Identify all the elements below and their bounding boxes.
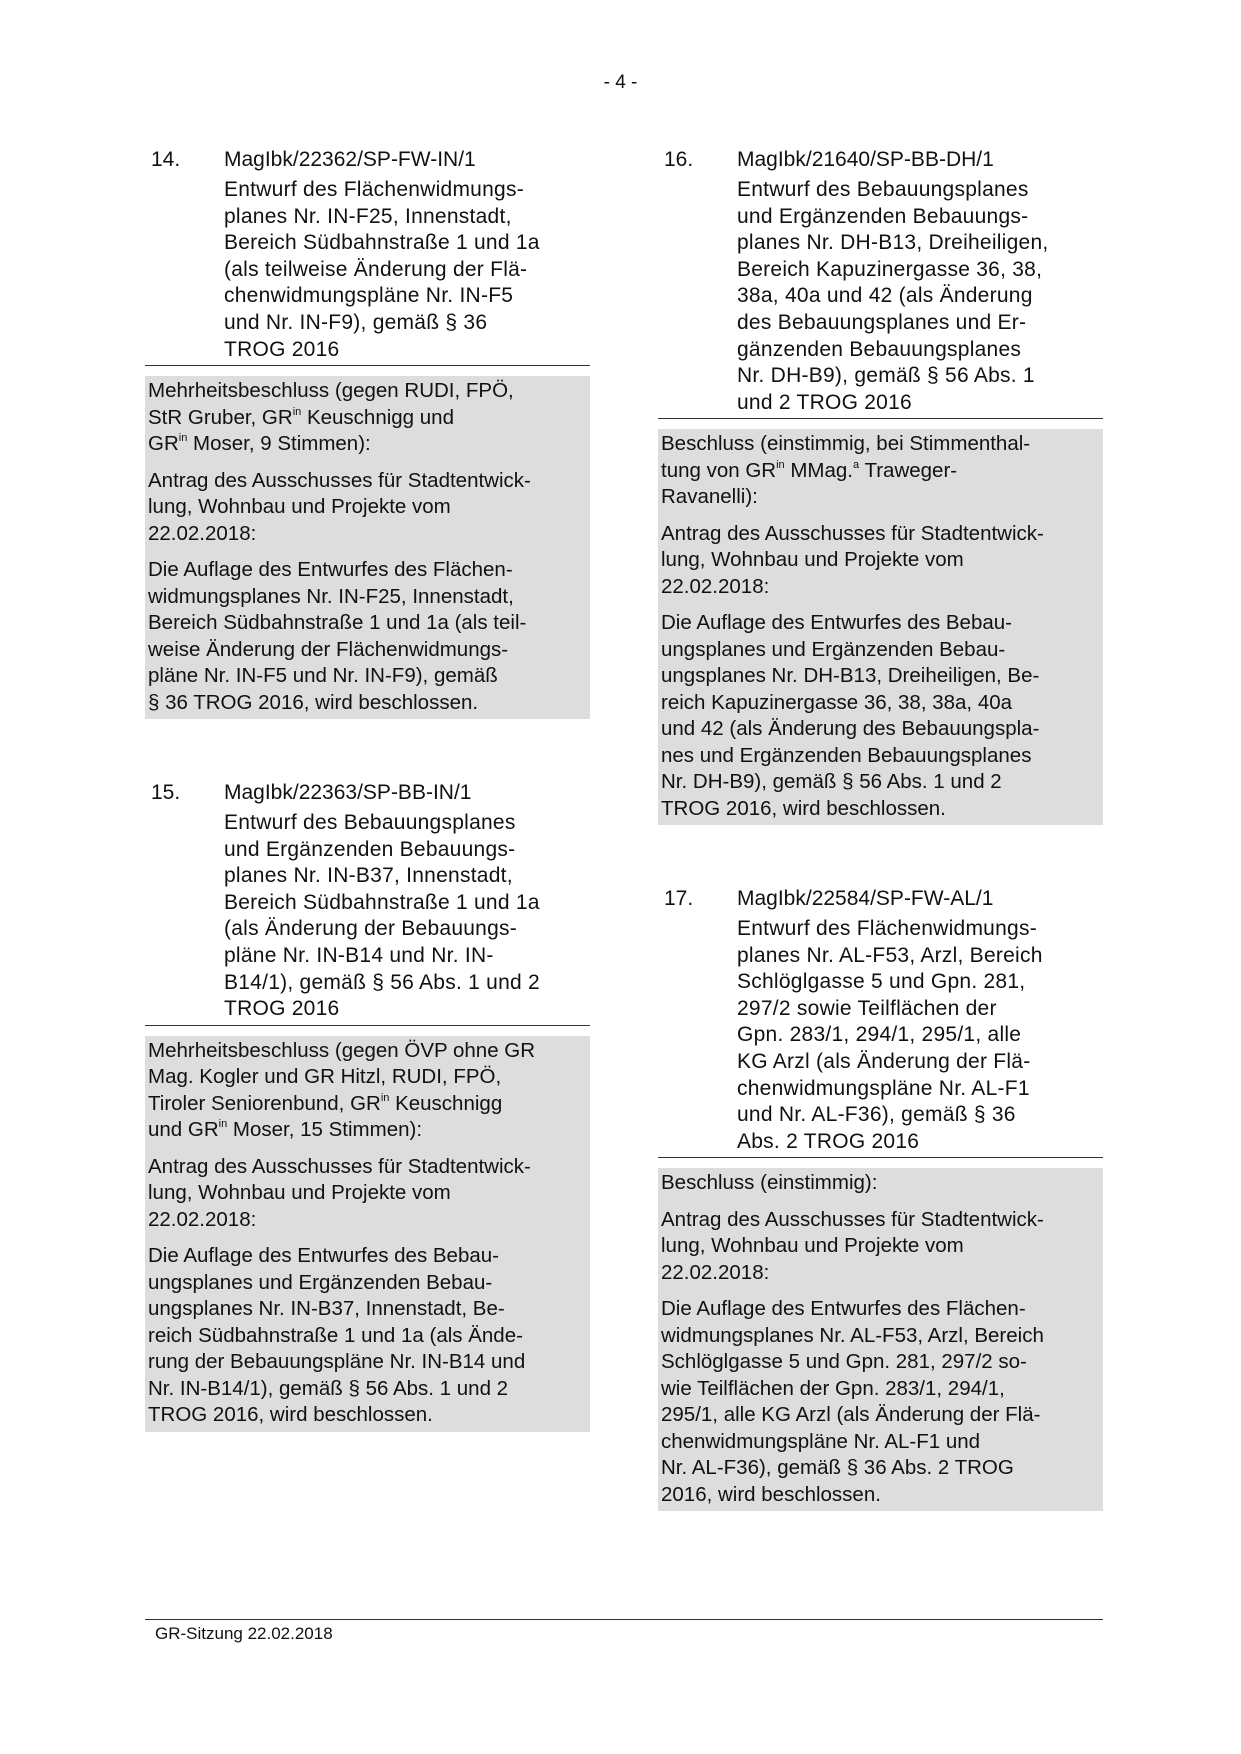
- item-divider: [145, 365, 590, 366]
- agenda-item-17: [658, 886, 1103, 1511]
- item-reference-code: MagIbk/22584/SP-FW-AL/1: [737, 887, 994, 910]
- decision-text: Beschluss (einstimmig, bei Stimmenthal- tung von $GR^{in}$ MMag.$^a$ Traweger- Ravanelli):: [661, 432, 1031, 509]
- motion-text: Antrag des Ausschusses für Stadtentwick- lung, Wohnbau und Projekte vom 22.02.2018:: [661, 1207, 1044, 1284]
- item-header: [658, 886, 1103, 916]
- item-divider: [145, 1025, 590, 1026]
- item-number: 17.: [664, 887, 694, 910]
- resolution-text: Die Auflage des Entwurfes des Flächen- widmungsplanes Nr. AL-F53, Arzl, Bereich Schlöglgasse 5 und Gpn. 281, 297/2 so- wie Teilflächen der Gpn. 283/1, 294/1, 295/1, alle KG Arzl (als Änderung der Flä- chenwidmungspläne Nr. AL-F1 und Nr. AL-F36), gemäß § 36 Abs. 2 TROG 2016, wird beschlossen.: [661, 1297, 1044, 1506]
- item-reference-code: MagIbk/22363/SP-BB-IN/1: [224, 781, 472, 804]
- item-reference-code: MagIbk/22362/SP-FW-IN/1: [224, 148, 476, 171]
- resolution-text: Die Auflage des Entwurfes des Bebau- ungsplanes und Ergänzenden Bebau- ungsplanes Nr. IN-B37, Innenstadt, Be- reich Südbahnstraße 1 und 1a (als Ände- rung der Bebauungspläne Nr. IN-B14 und Nr. IN-B14/1), gemäß § 56 Abs. 1 und 2 TROG 2016, wird beschlossen.: [148, 1244, 526, 1427]
- item-title: Entwurf des Bebauungsplanes und Ergänzenden Bebauungs- planes Nr. DH-B13, Dreiheiligen, Bereich Kapuzinergasse 36, 38, 38a, 40a und 42 (als Änderung des Bebauungsplanes und Er- gänzenden Bebauungsplanes Nr. DH-B9), gemäß § 56 Abs. 1 und 2 TROG 2016: [737, 178, 1049, 414]
- item-divider: [658, 418, 1103, 419]
- item-number: 15.: [151, 781, 181, 804]
- item-number: 14.: [151, 148, 181, 171]
- motion-text: Antrag des Ausschusses für Stadtentwick- lung, Wohnbau und Projekte vom 22.02.2018:: [661, 521, 1044, 598]
- footer-divider: [145, 1619, 1103, 1620]
- item-number: 16.: [664, 148, 694, 171]
- motion-text: Antrag des Ausschusses für Stadtentwick- lung, Wohnbau und Projekte vom 22.02.2018:: [148, 1154, 531, 1231]
- decision-box: [145, 376, 590, 719]
- decision-text: Beschluss (einstimmig):: [661, 1171, 878, 1195]
- resolution-text: Die Auflage des Entwurfes des Flächen- widmungsplanes Nr. IN-F25, Innenstadt, Bereich Südbahnstraße 1 und 1a (als teil- weise Änderung der Flächenwidmungs- pläne Nr. IN-F5 und Nr. IN-F9), gemäß § 36 TROG 2016, wird beschlossen.: [148, 558, 527, 714]
- item-header: [145, 780, 590, 810]
- item-title: Entwurf des Flächenwidmungs- planes Nr. IN-F25, Innenstadt, Bereich Südbahnstraße 1 und 1a (als teilweise Änderung der Flä- chenwidmungspläne Nr. IN-F5 und Nr. IN-F9), gemäß § 36 TROG 2016: [224, 178, 540, 361]
- item-reference-code: MagIbk/21640/SP-BB-DH/1: [737, 148, 994, 171]
- motion-text: Antrag des Ausschusses für Stadtentwick- lung, Wohnbau und Projekte vom 22.02.2018:: [148, 468, 531, 545]
- decision-text: Mehrheitsbeschluss (gegen ÖVP ohne GR Mag. Kogler und GR Hitzl, RUDI, FPÖ, Tiroler Seniorenbund, $GR^{in}$ Keuschnigg und $GR^{in}$ Moser, 15 Stimmen):: [148, 1038, 536, 1142]
- item-divider: [658, 1157, 1103, 1158]
- agenda-item-15: [145, 780, 590, 1432]
- agenda-item-16: [658, 147, 1103, 825]
- decision-text: Mehrheitsbeschluss (gegen RUDI, FPÖ, StR Gruber, $GR^{in}$ Keuschnigg und $GR^{in}$ Moser, 9 Stimmen):: [148, 379, 514, 456]
- agenda-item-14: [145, 147, 590, 719]
- item-title: Entwurf des Bebauungsplanes und Ergänzenden Bebauungs- planes Nr. IN-B37, Innenstadt, Bereich Südbahnstraße 1 und 1a (als Änderung der Bebauungs- pläne Nr. IN-B14 und Nr. IN- B14/1), gemäß § 56 Abs. 1 und 2 TROG 2016: [224, 811, 540, 1021]
- decision-box: [145, 1036, 590, 1432]
- item-title: Entwurf des Flächenwidmungs- planes Nr. AL-F53, Arzl, Bereich Schlöglgasse 5 und Gpn. 281, 297/2 sowie Teilflächen der Gpn. 283/1, 294/1, 295/1, alle KG Arzl (als Änderung der Flä- chenwidmungspläne Nr. AL-F1 und Nr. AL-F36), gemäß § 36 Abs. 2 TROG 2016: [737, 917, 1043, 1153]
- item-header: [658, 147, 1103, 177]
- page-number: - 4 -: [603, 72, 638, 93]
- decision-box: [658, 429, 1103, 825]
- decision-box: [658, 1168, 1103, 1511]
- footer-text: GR-Sitzung 22.02.2018: [155, 1624, 333, 1643]
- resolution-text: Die Auflage des Entwurfes des Bebau- ungsplanes und Ergänzenden Bebau- ungsplanes Nr. DH-B13, Dreiheiligen, Be- reich Kapuzinergasse 36, 38, 38a, 40a und 42 (als Änderung des Bebauungspla- nes und Ergänzenden Bebauungsplanes Nr. DH-B9), gemäß § 56 Abs. 1 und 2 TROG 2016, wird beschlossen.: [661, 611, 1040, 820]
- item-header: [145, 147, 590, 177]
